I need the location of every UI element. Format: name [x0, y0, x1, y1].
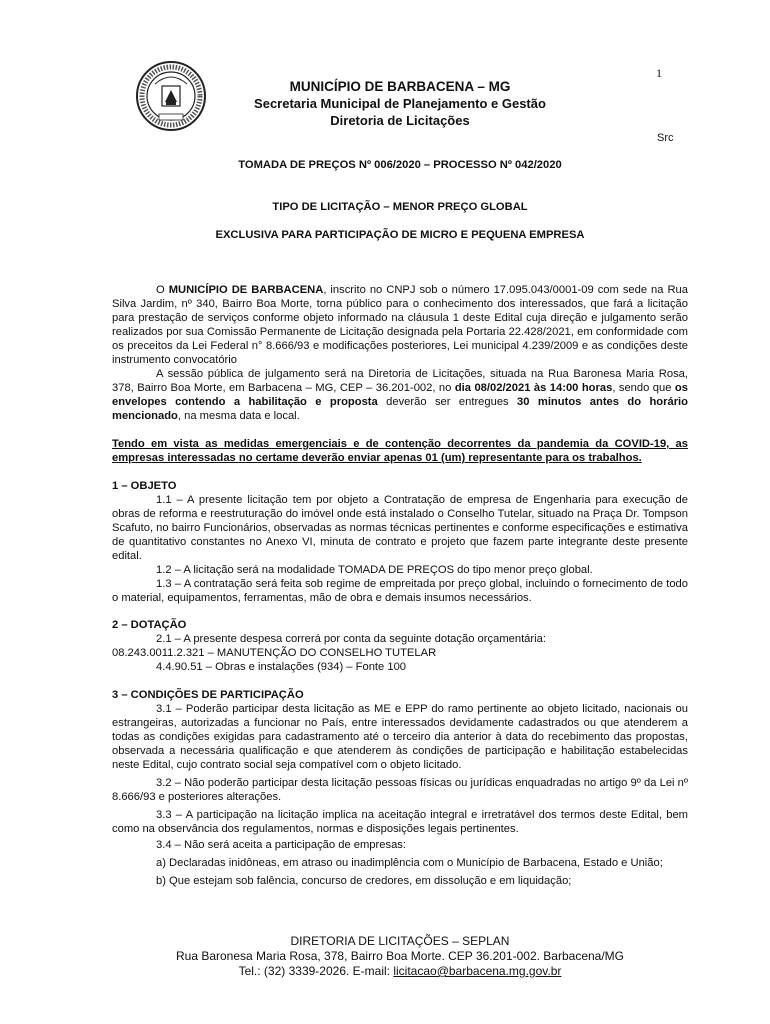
- section-condicoes: [112, 688, 688, 888]
- header-src-mark: Src: [657, 132, 674, 144]
- footer-email-link[interactable]: licitacao@barbacena.mg.gov.br: [393, 964, 562, 978]
- intro-paragraph-1: O MUNICÍPIO DE BARBACENA, inscrito no CNPJ sob o número 17.095.043/0001-09 com sede na Rua Silva Jardim, nº 340, Bairro Boa Morte, torna público para o conhecimento dos interessados, que fará a licitação para prestação de serviços conforme objeto informado na cláusula 1 deste Edital cuja direção e julgamento serão realizados por sua Comissão Permanente de Licitação designada pela Portaria 22.428/2021, em conformidade com os preceitos da Lei Federal n° 8.666/93 e modificações posteriores, Lei municipal 4.239/2009 e as condições deste instrumento convocatório: [112, 284, 688, 366]
- intro-section: [112, 283, 688, 423]
- budget-line-2: 4.4.90.51 – Obras e instalações (934) – Fonte 100: [156, 661, 407, 673]
- footer-contact: Tel.: (32) 3339-2026. E-mail: licitacao@barbacena.mg.gov.br: [238, 964, 562, 978]
- clause-2-1: 2.1 – A presente despesa correrá por conta da seguinte dotação orçamentária:: [156, 633, 546, 645]
- clause-3-4-a: a) Declaradas inidôneas, em atraso ou inadimplência com o Município de Barbacena, Estado e União;: [156, 857, 663, 869]
- budget-line-1: 08.243.0011.2.321 – MANUTENÇÃO DO CONSELHO TUTELAR: [112, 647, 437, 659]
- clause-3-2: 3.2 – Não poderão participar desta licitação pessoas físicas ou jurídicas enquadradas no artigo 9º da Lei nº 8.666/93 e posteriores alterações.: [112, 777, 688, 803]
- clause-1-3: 1.3 – A contratação será feita sob regime de empreitada por preço global, incluindo o fornecimento de todo o material, equipamentos, ferramentas, mão de obra e demais insumos necessários.: [112, 578, 688, 604]
- covid-notice: Tendo em vista as medidas emergenciais e de contenção decorrentes da pandemia da COVID-19, as empresas interessadas no certame deverão enviar apenas 01 (um) representante para os trabalhos.: [112, 438, 688, 464]
- header-municipality: MUNICÍPIO DE BARBACENA – MG: [289, 79, 511, 94]
- intro-paragraph-2: A sessão pública de julgamento será na Diretoria de Licitações, situada na Rua Baronesa Maria Rosa, 378, Bairro Boa Morte, em Barbacena – MG, CEP – 36.201-002, no dia 08/02/2021 às 14:00 horas, sendo que os envelopes contendo a habilitação e proposta deverão ser entregues 30 minutos antes do horário mencionado, na mesma data e local.: [112, 368, 688, 422]
- footer-directorate: DIRETORIA DE LICITAÇÕES – SEPLAN: [290, 934, 510, 948]
- clause-3-4-b: b) Que estejam sob falência, concurso de credores, em dissolução e em liquidação;: [156, 875, 572, 887]
- section-title: 3 – CONDIÇÕES DE PARTICIPAÇÃO: [112, 689, 304, 701]
- section-dotacao: [112, 618, 688, 674]
- title-tipo-licitacao: TIPO DE LICITAÇÃO – MENOR PREÇO GLOBAL: [272, 201, 528, 213]
- clause-3-4: 3.4 – Não será aceita a participação de empresas:: [156, 839, 406, 851]
- section-title: 1 – OBJETO: [112, 480, 177, 492]
- header-secretariat: Secretaria Municipal de Planejamento e Gestão: [254, 96, 546, 111]
- clause-1-1: 1.1 – A presente licitação tem por objeto a Contratação de empresa de Engenharia para execução de obras de reforma e reestruturação do imóvel onde está instalado o Conselho Tutelar, situado na Praça Dr. Tompson Scafuto, no bairro Funcionários, observadas as normas técnicas pertinentes e conforme especificações e estimativa de quantitativo constantes no Anexo VI, minuta de contrato e projeto que fazem parte integrante deste presente edital.: [112, 494, 688, 562]
- header-directorate: Diretoria de Licitações: [330, 113, 470, 128]
- page-footer: [112, 934, 688, 979]
- municipal-seal-logo: [135, 60, 207, 132]
- title-tomada-precos: TOMADA DE PREÇOS Nº 006/2020 – PROCESSO Nº 042/2020: [238, 159, 562, 171]
- section-objeto: [112, 479, 688, 605]
- page-number: 1: [656, 66, 662, 80]
- clause-1-2: 1.2 – A licitação será na modalidade TOMADA DE PREÇOS do tipo menor preço global.: [156, 564, 593, 576]
- section-title: 2 – DOTAÇÃO: [112, 619, 187, 631]
- title-exclusiva: EXCLUSIVA PARA PARTICIPAÇÃO DE MICRO E PEQUENA EMPRESA: [215, 229, 585, 241]
- clause-3-3: 3.3 – A participação na licitação implica na aceitação integral e irretratável dos termos deste Edital, bem como na observância dos regulamentos, normas e disposições legais pertinentes.: [112, 809, 688, 835]
- clause-3-1: 3.1 – Poderão participar desta licitação as ME e EPP do ramo pertinente ao objeto licitado, nacionais ou estrangeiras, autorizadas a funcionar no País, entre interessados devidamente cadastrados ou que atenderem a todas as condições exigidas para cadastramento até o terceiro dia anterior à data do recebimento das propostas, observada a necessária qualificação e que atenderem às condições de participação e habilitação estabelecidas neste Edital, cujo contrato social seja compatível com o objeto licitado.: [112, 703, 688, 771]
- footer-address: Rua Baronesa Maria Rosa, 378, Bairro Boa Morte. CEP 36.201-002. Barbacena/MG: [175, 949, 625, 963]
